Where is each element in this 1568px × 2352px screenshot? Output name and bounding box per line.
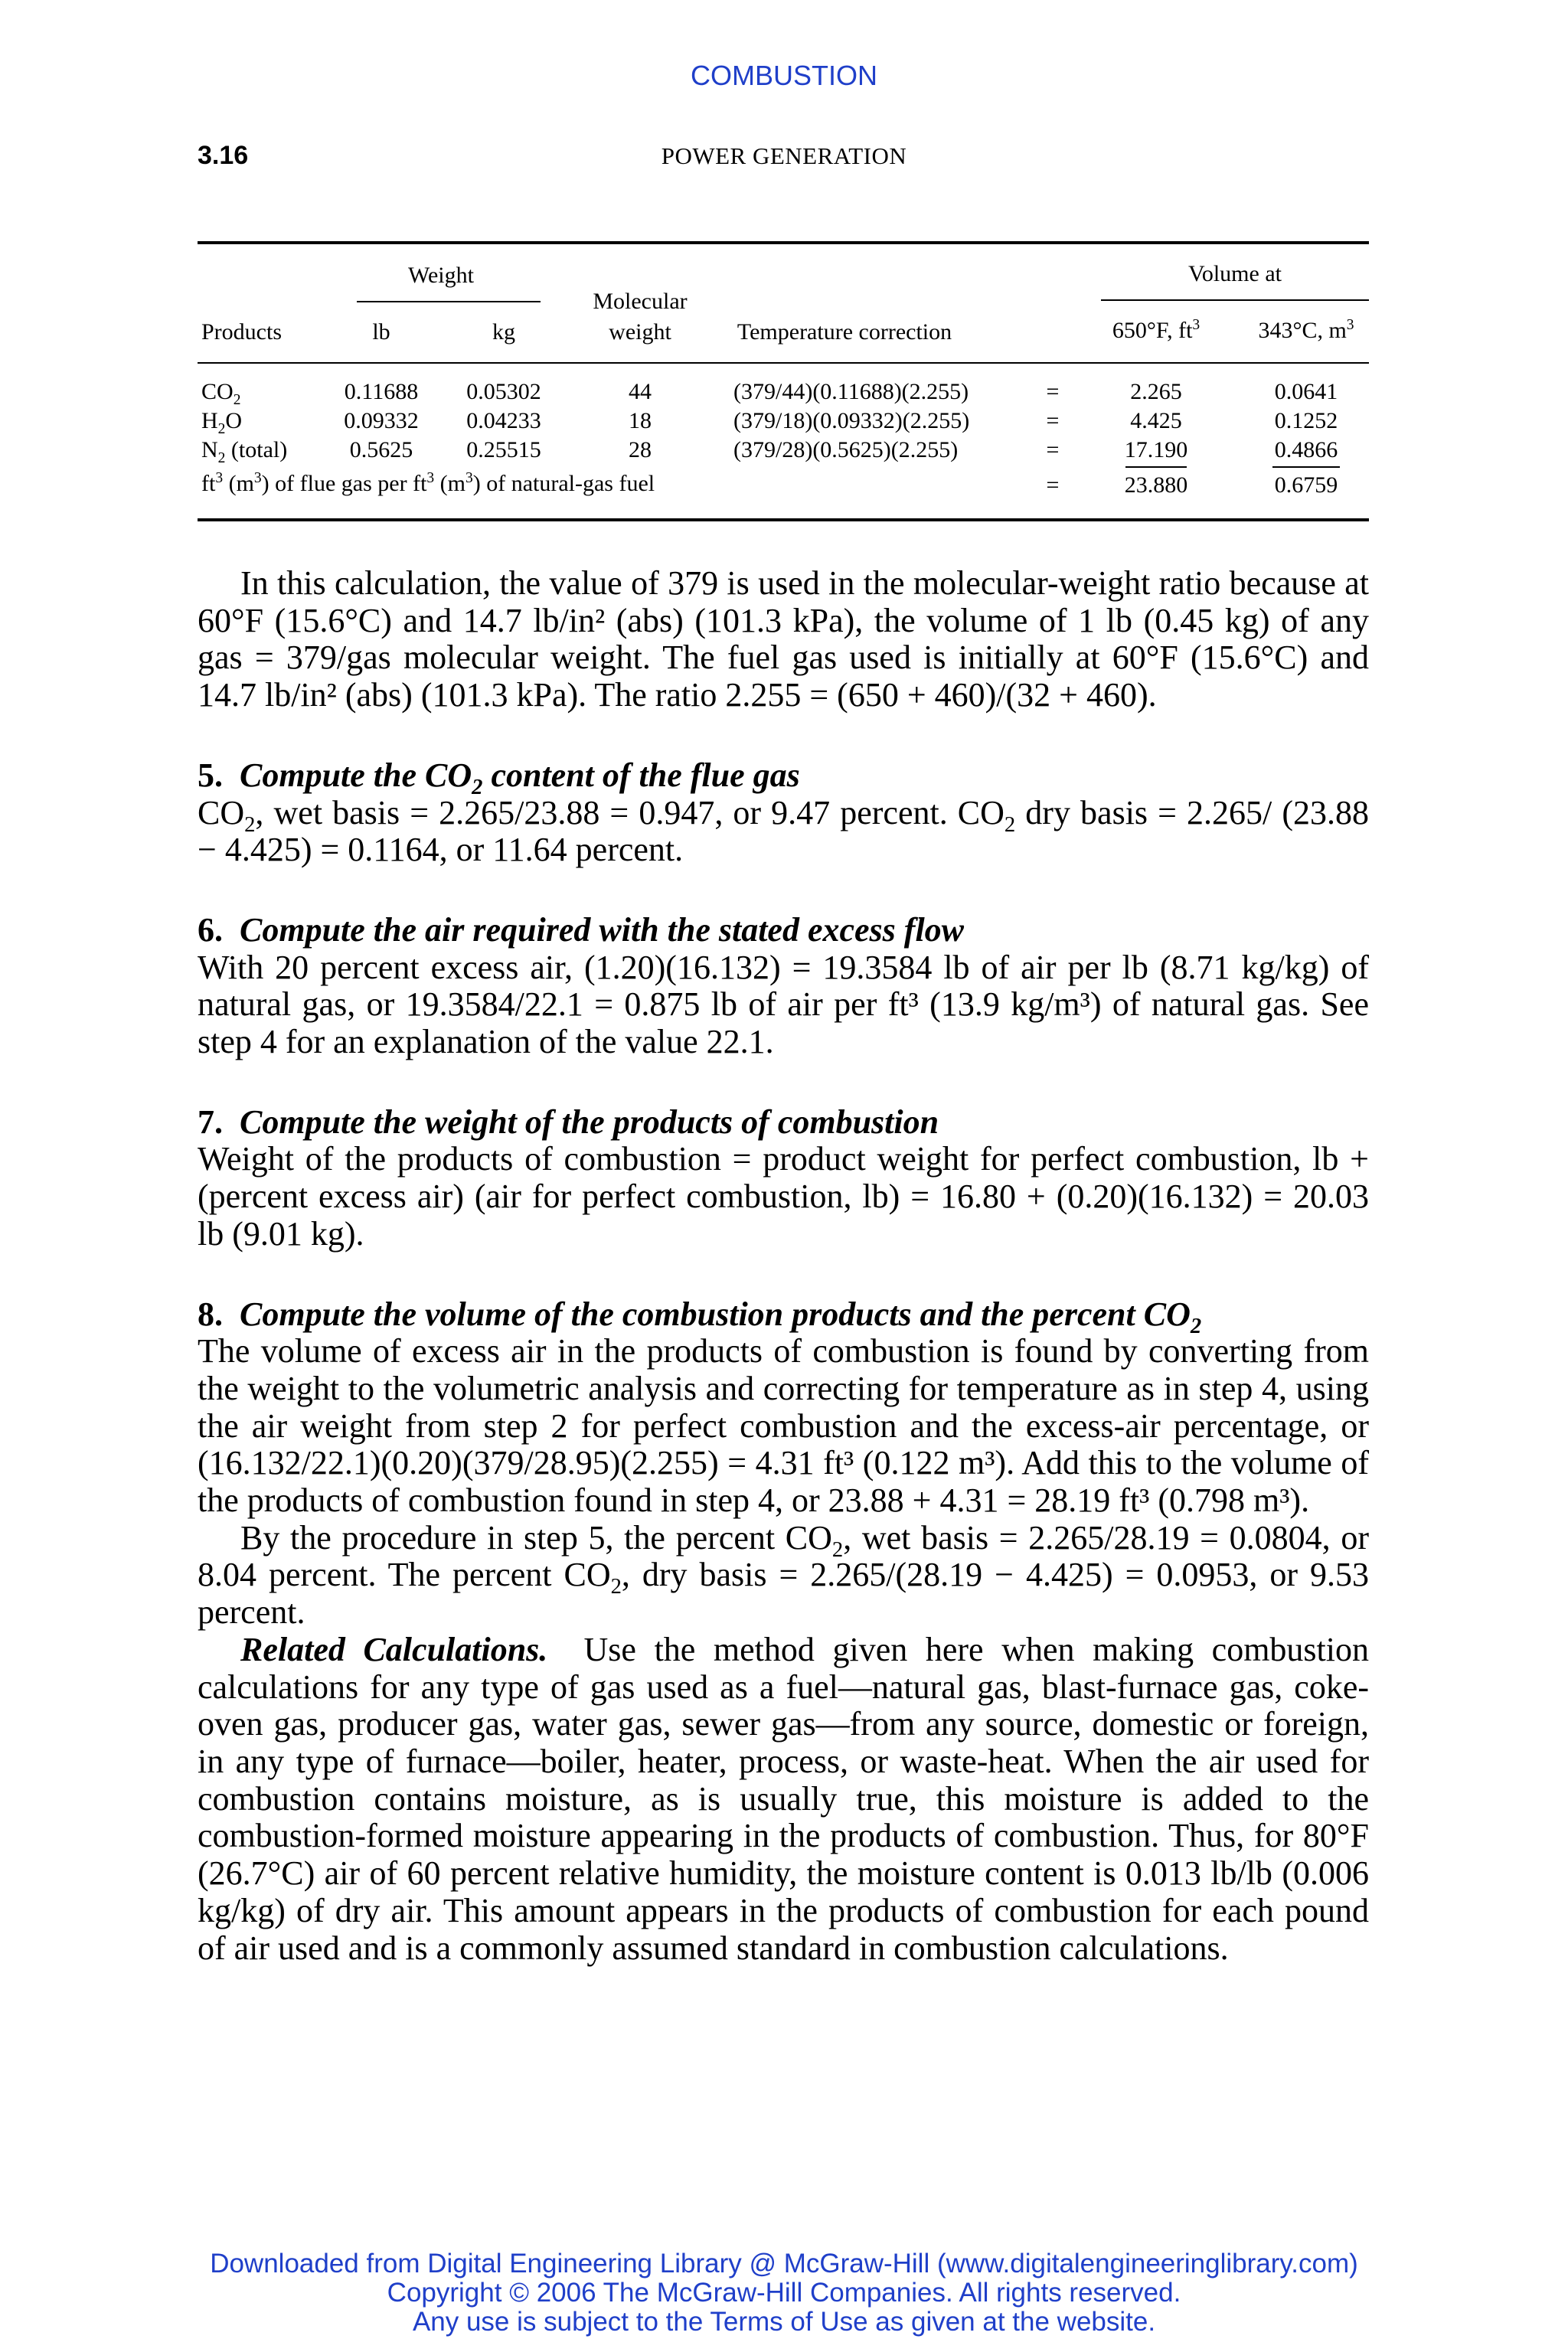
header-temp-correction: Temperature correction (737, 319, 952, 345)
step-6-text: With 20 percent excess air, (1.20)(16.132) = 19.3584 lb of air per lb (8.71 kg/kg) of natural gas, or 19.3584/22.1 = 0.875 lb of air per ft³ (13.9 kg/m³) of natural gas. See step 4 for an explanation of the value 22.1. (198, 948, 1369, 1061)
body-text (198, 565, 1369, 1967)
row-product: $N_2$ (total) (201, 437, 288, 466)
row-m3: 0.0641 (1274, 379, 1338, 404)
header-molecular: Molecular (593, 289, 688, 314)
header-m3: 343°C, $m^3$ (1258, 317, 1354, 343)
row-ft3: 17.190 (1124, 437, 1188, 462)
footer (0, 2249, 1568, 2337)
row-equals: = (1046, 408, 1060, 433)
row-mw: 44 (629, 379, 652, 404)
footer-line: Any use is subject to the Terms of Use as given at the website. (412, 2307, 1156, 2337)
header-weight-col: weight (609, 319, 671, 345)
row-ft3: 4.425 (1130, 408, 1182, 433)
step-5-heading: 5. Compute the $CO_2$ content of the flue gas (198, 756, 800, 799)
row-kg: 0.04233 (466, 408, 541, 433)
row-mw: 28 (629, 437, 652, 462)
row-lb: 0.11688 (344, 379, 419, 404)
total-m3: 0.6759 (1274, 472, 1338, 498)
step-7-text: Weight of the products of combustion = product weight for perfect combustion, lb + (percent excess air) (air for perfect combustion, lb) = 16.80 + (0.20)(16.132) = 20.03 lb (9.01 kg). (198, 1140, 1369, 1253)
header-title: COMBUSTION (690, 60, 877, 91)
row-kg: 0.05302 (466, 379, 541, 404)
header-kg: kg (492, 319, 515, 345)
row-correction: (379/18)(0.09332)(2.255) (733, 408, 970, 433)
total-equals: = (1046, 472, 1060, 498)
volume-rule (1101, 299, 1369, 301)
step-7-heading: 7. Compute the weight of the products of combustion (198, 1102, 939, 1141)
row-lb: 0.09332 (344, 408, 419, 433)
weight-rule (357, 301, 541, 302)
header-ft3: 650°F, $ft^3$ (1112, 317, 1200, 343)
row-equals: = (1046, 379, 1060, 404)
row-m3: 0.4866 (1274, 437, 1338, 462)
row-product: $H_2O$ (201, 408, 243, 437)
step-8-text: The volume of excess air in the products of combustion is found by converting from the weight to the volumetric analysis and correcting for temperature as in step 4, using the air weight from step 2 for perfect combustion and the excess-air percentage, or (16.132/22.1)(0.20)(379/28.95)(2.255) = 4.31 ft³ (0.122 m³). Add this to the volume of the products of combustion found in step 4, or 23.88 + 4.31 = 28.19 ft³ (0.798 m³). (198, 1332, 1369, 1520)
row-kg: 0.25515 (466, 437, 541, 462)
header-m3-label: 343°C, m (1258, 318, 1347, 343)
step-8-heading: 8. Compute the volume of the combustion products and the percent $CO_2$ (198, 1295, 1202, 1338)
footer-line[interactable]: Downloaded from Digital Engineering Library @ McGraw-Hill (www.digitalengineeringlibrary.com) (210, 2249, 1358, 2278)
paragraph: In this calculation, the value of 379 is used in the molecular-weight ratio because at 60°F (15.6°C) and 14.7 lb/in² (abs) (101.3 kPa), the volume of 1 lb (0.45 kg) of any gas = 379/gas molecular weight. The fuel gas used is initially at 60°F (15.6°C) and 14.7 lb/in² (abs) (101.3 kPa). The ratio 2.255 = (650 + 460)/(32 + 460). (198, 564, 1369, 714)
header-volume-at: Volume at (1188, 261, 1282, 286)
header-lb: lb (372, 319, 390, 345)
table-top-rule (198, 241, 1369, 244)
row-correction: (379/44)(0.11688)(2.255) (733, 379, 969, 404)
combustion-products-table (198, 241, 1369, 563)
paragraph: By the procedure in step 5, the percent $CO_2$, wet basis = 2.265/28.19 = 0.0804, or 8.04 percent. The percent $CO_2$, dry basis = 2.265/(28.19 − 4.425) = 0.0953, or 9.53 percent. (198, 1518, 1369, 1632)
row-m3: 0.1252 (1274, 408, 1338, 433)
related-heading: Related Calculations. (240, 1630, 548, 1668)
sum-rule-ft3 (1125, 466, 1187, 468)
header-products: Products (201, 319, 282, 345)
row-product: $CO_2$ (201, 379, 241, 408)
row-mw: 18 (629, 408, 652, 433)
sum-rule-m3 (1272, 466, 1340, 468)
page-number: 3.16 (198, 141, 249, 170)
total-ft3: 23.880 (1124, 472, 1188, 498)
row-lb: 0.5625 (349, 437, 413, 462)
header-weight: Weight (408, 263, 474, 288)
table-header-rule (198, 362, 1369, 364)
header-ft3-label: 650°F, ft (1112, 318, 1193, 343)
row-equals: = (1046, 437, 1060, 462)
step-6-heading: 6. Compute the air required with the stated excess flow (198, 910, 965, 949)
row-ft3: 2.265 (1130, 379, 1182, 404)
total-label: $ft^3$ $(m^3)$ of flue gas per $ft^3$ $(m^3)$ of natural-gas fuel (201, 470, 655, 496)
row-correction: (379/28)(0.5625)(2.255) (733, 437, 959, 462)
footer-line: Copyright © 2006 The McGraw-Hill Companies. All rights reserved. (387, 2278, 1181, 2308)
running-head: POWER GENERATION (661, 142, 907, 169)
table-bottom-rule (198, 518, 1369, 521)
related-calculations: Related Calculations. Use the method given here when making combustion calculations for any type of gas used as a fuel—natural gas, blast-furnace gas, coke-oven gas, producer gas, water gas, sewer gas—from any source, domestic or foreign, in any type of furnace—boiler, heater, process, or waste-heat. When the air used for combustion contains moisture, as is usually true, this moisture is added to the combustion-formed moisture appearing in the products of combustion. Thus, for 80°F (26.7°C) air of 60 percent relative humidity, the moisture content is 0.013 lb/lb (0.006 kg/kg) of dry air. This amount appears in the products of combustion for each pound of air used and is a commonly assumed standard in combustion calculations. (198, 1630, 1370, 1967)
step-5-text: $CO_2$, wet basis = 2.265/23.88 = 0.947, or 9.47 percent. $CO_2$ dry basis = 2.265/ (23.88 − 4.425) = 0.1164, or 11.64 percent. (198, 793, 1370, 869)
